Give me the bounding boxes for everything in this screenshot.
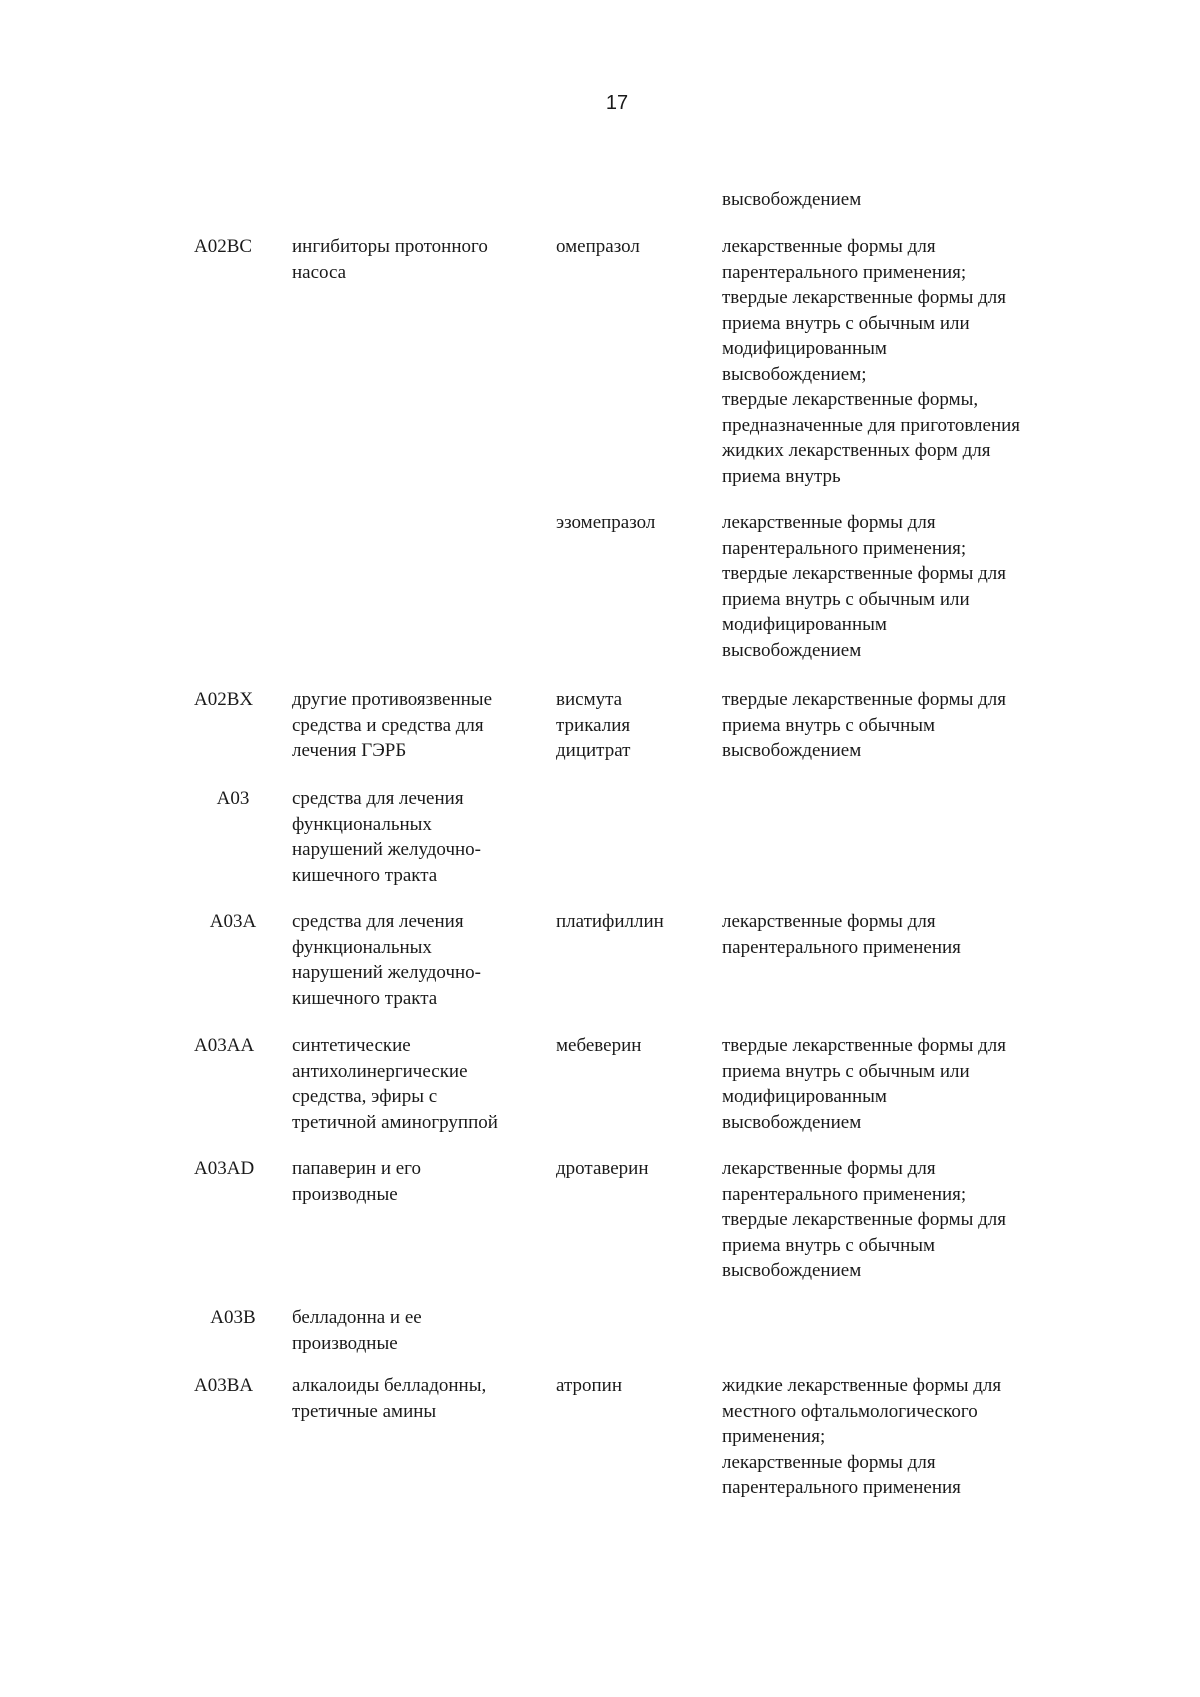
dosage-forms: лекарственные формы для парентерального применения; твердые лекарственные формы для приема внутрь с обычным или модифицированным высвобождением xyxy=(722,512,1007,661)
drug-name: висмута трикалия дицитрат xyxy=(556,689,631,761)
dosage-forms: твердые лекарственные формы для приема внутрь с обычным или модифицированным высвобождением xyxy=(722,1035,1007,1133)
dosage-forms: жидкие лекарственные формы для местного офтальмологического применения; лекарственные формы для парентерального применения xyxy=(722,1375,1002,1498)
group-name: папаверин и его производные xyxy=(292,1158,422,1205)
atc-code: A03AD xyxy=(194,1158,255,1179)
form-cell: высвобождением xyxy=(722,189,862,210)
dosage-forms: лекарственные формы для парентерального применения; твердые лекарственные формы для приема внутрь с обычным высвобождением xyxy=(722,1158,1007,1281)
atc-code: A03AA xyxy=(194,1035,255,1056)
drug-name: мебеверин xyxy=(556,1035,642,1056)
dosage-forms: лекарственные формы для парентерального применения; твердые лекарственные формы для приема внутрь с обычным или модифицированным высвобождением; твердые лекарственные формы, предназначенные для приготовления жидких лекарственных форм для приема внутрь xyxy=(722,236,1021,487)
group-name: белладонна и ее производные xyxy=(292,1307,422,1354)
group-name: ингибиторы протонного насоса xyxy=(292,236,488,283)
dosage-forms: твердые лекарственные формы для приема внутрь с обычным высвобождением xyxy=(722,689,1007,761)
atc-code: A03A xyxy=(209,911,257,932)
dosage-forms: лекарственные формы для парентерального применения xyxy=(722,911,961,958)
group-name: средства для лечения функциональных нарушений желудочно- кишечного тракта xyxy=(292,788,481,886)
drug-name: эзомепразол xyxy=(556,512,656,533)
atc-code: A03BA xyxy=(194,1375,254,1396)
group-name: другие противоязвенные средства и средства для лечения ГЭРБ xyxy=(292,689,493,761)
group-name: синтетические антихолинергические средства, эфиры с третичной аминогруппой xyxy=(292,1035,498,1133)
drug-name: дротаверин xyxy=(556,1158,649,1179)
atc-code: A03 xyxy=(216,788,250,809)
group-name: средства для лечения функциональных нарушений желудочно- кишечного тракта xyxy=(292,911,481,1009)
drug-name: платифиллин xyxy=(556,911,664,932)
page-number: 17 xyxy=(605,92,629,114)
drug-name: омепразол xyxy=(556,236,640,257)
group-name: алкалоиды белладонны, третичные амины xyxy=(292,1375,487,1422)
atc-code: A02BX xyxy=(194,689,254,710)
drug-name: атропин xyxy=(556,1375,622,1396)
atc-code: A03B xyxy=(210,1307,256,1328)
atc-code: A02BC xyxy=(194,236,253,257)
